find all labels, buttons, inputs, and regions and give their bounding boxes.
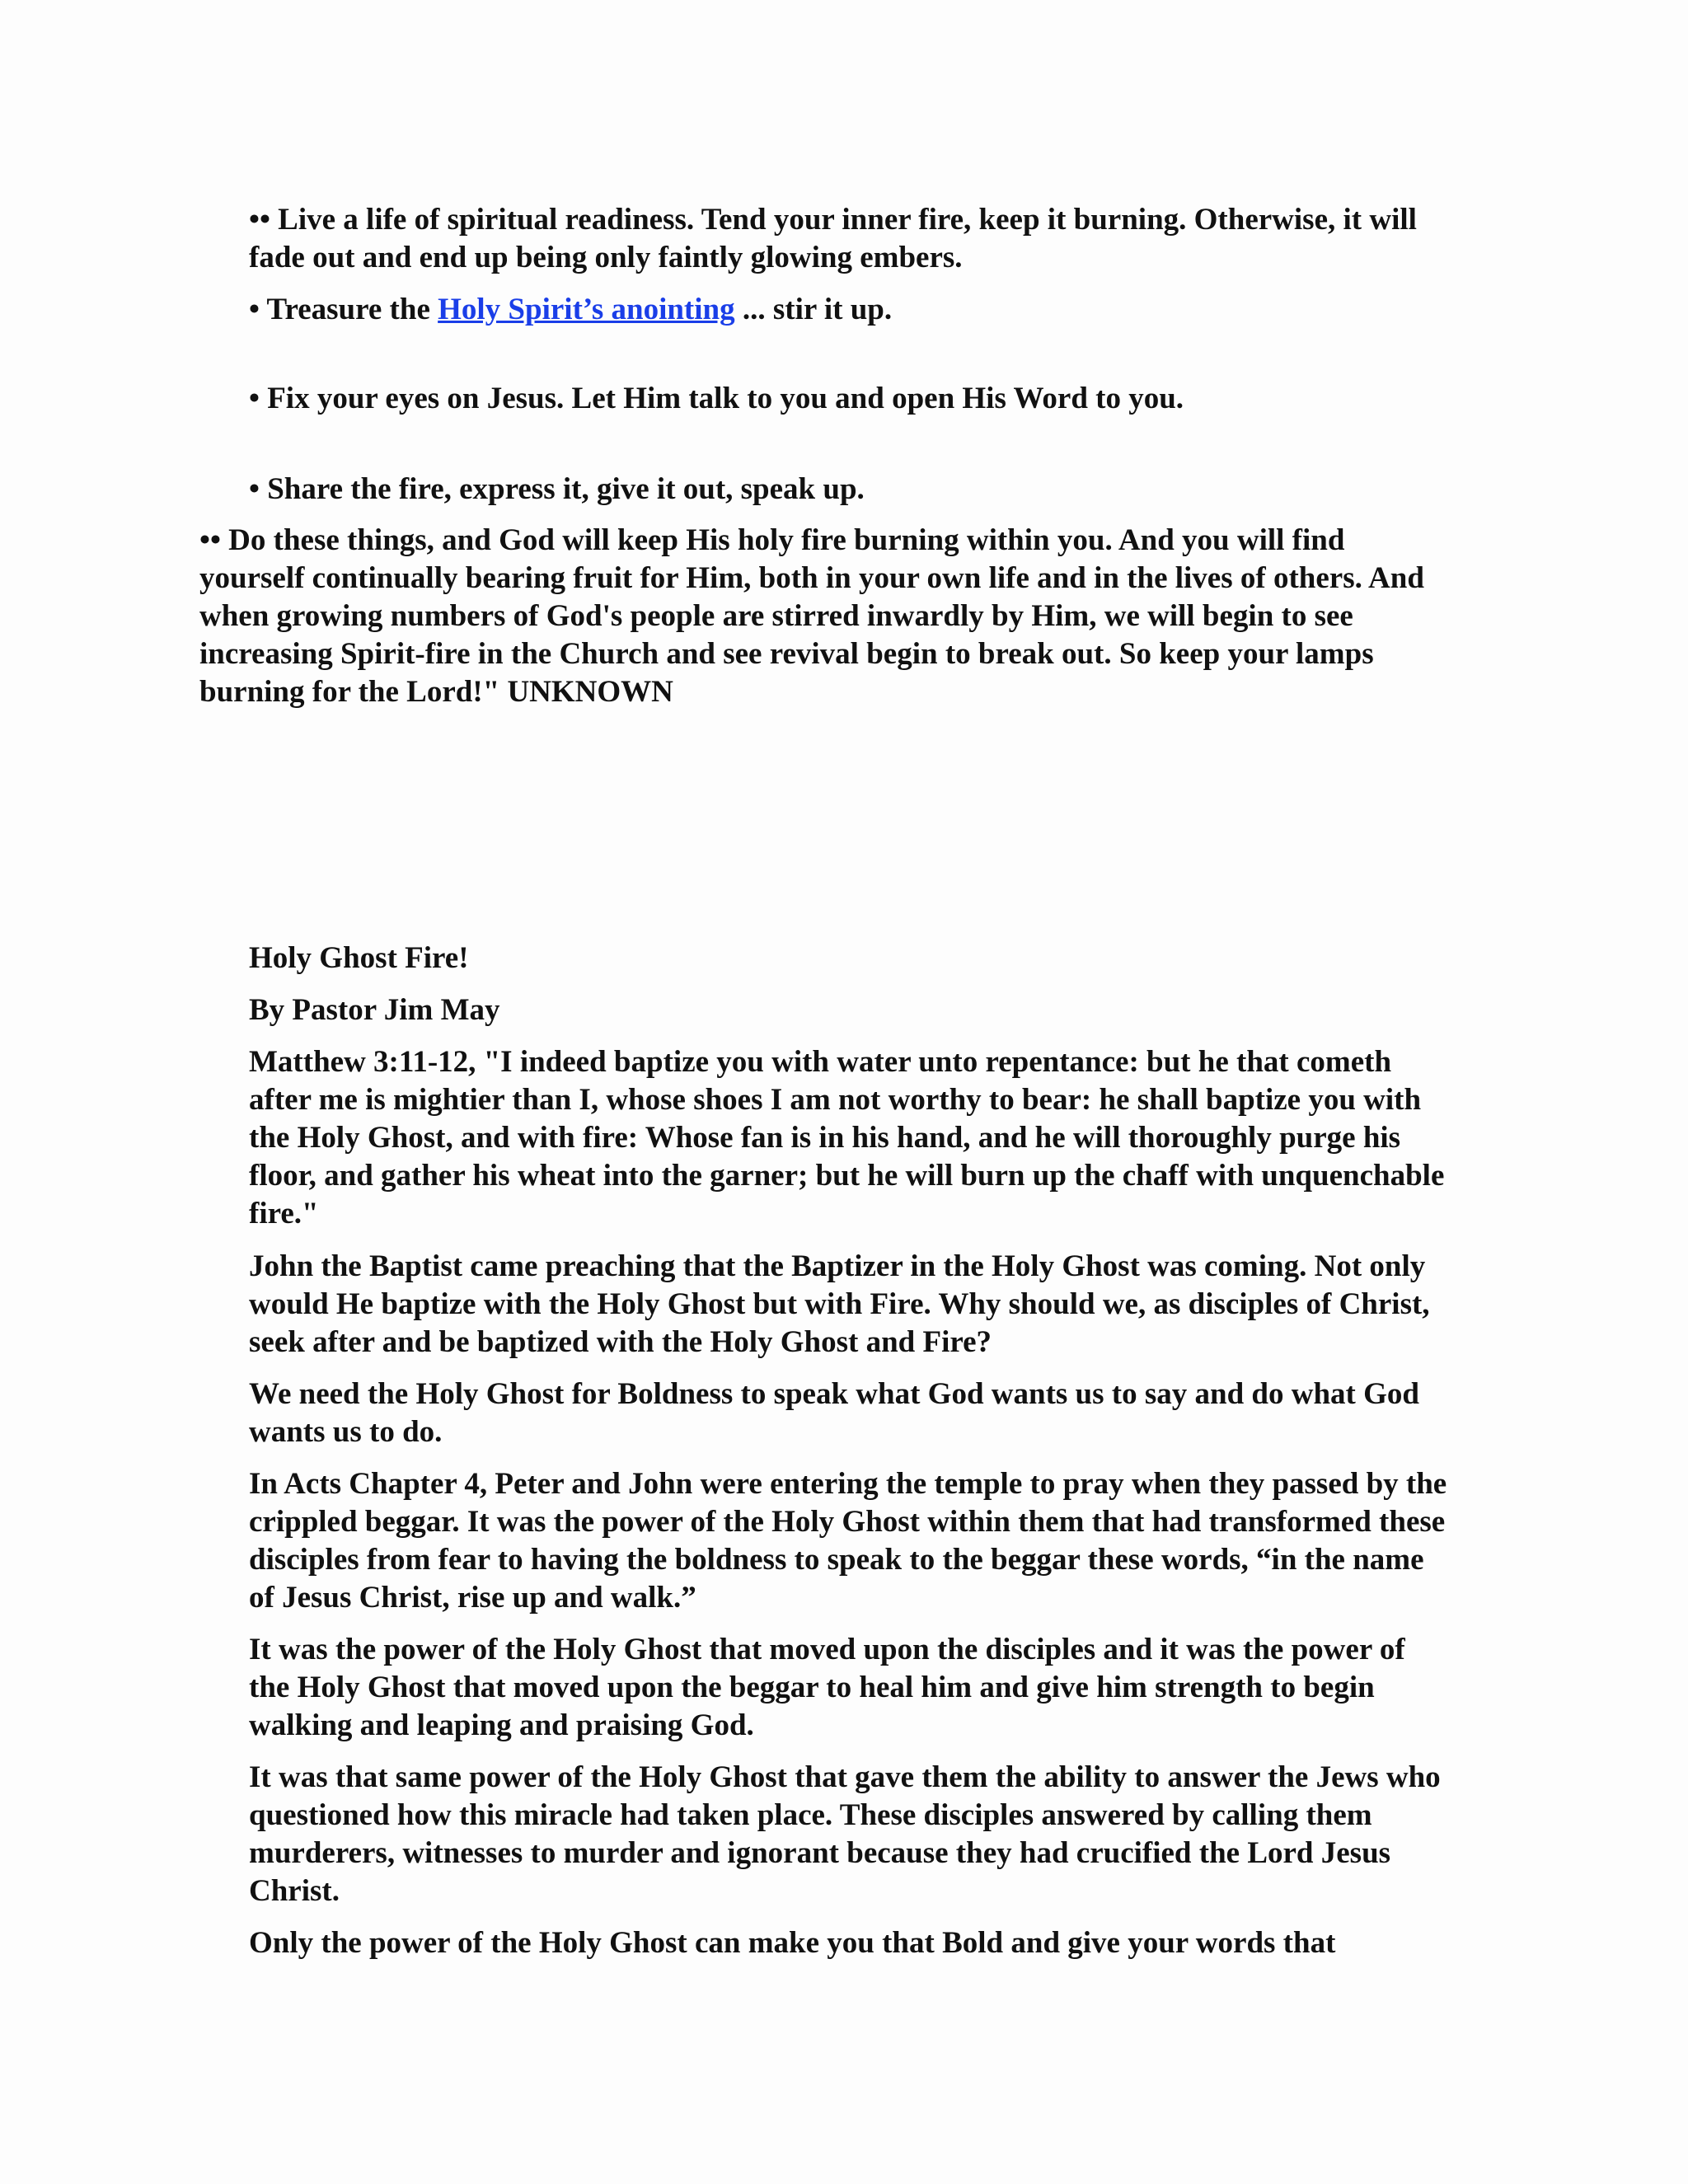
body-paragraph: John the Baptist came preaching that the Baptizer in the Holy Ghost was coming. Not only would He baptize with the Holy Ghost but with Fire. Why should we, as disciples of Christ, seek after and be baptized with the Holy Ghost and Fire? (249, 1249, 1430, 1359)
bullet-share: • Share the fire, express it, give it out, speak up. (249, 472, 865, 506)
bullet-fix-eyes: • Fix your eyes on Jesus. Let Him talk to you and open His Word to you. (249, 382, 1184, 415)
bullet-treasure-prefix: • Treasure the (249, 293, 438, 326)
body-paragraph: We need the Holy Ghost for Boldness to speak what God wants us to say and do what God wants us to do. (249, 1377, 1419, 1449)
bullet-treasure (249, 291, 1452, 329)
body-paragraph: In Acts Chapter 4, Peter and John were entering the temple to pray when they passed by the crippled beggar. It was the power of the Holy Ghost within them that had transformed these disciples from fear to having the boldness to speak to the beggar these words, “in the name of Jesus Christ, rise up and walk.” (249, 1467, 1447, 1615)
body-paragraph: It was that same power of the Holy Ghost that gave them the ability to answer the Jews who questioned how this miracle had taken place. These disciples answered by calling them murderers, witnesses to murder and ignorant because they had crucified the Lord Jesus Christ. (249, 1760, 1441, 1908)
body-paragraph: It was the power of the Holy Ghost that moved upon the disciples and it was the power of the Holy Ghost that moved upon the beggar to heal him and give him strength to begin walking and leaping and praising God. (249, 1633, 1405, 1742)
sermon-author: By Pastor Jim May (249, 993, 500, 1027)
holy-spirit-anointing-link[interactable]: Holy Spirit’s anointing (438, 293, 735, 326)
bullet-treasure-suffix: ... stir it up. (734, 293, 893, 326)
closing-paragraph: •• Do these things, and God will keep His holy fire burning within you. And you will find yourself continually bearing fruit for Him, both in your own life and in the lives of others. And when growing numbers of God's people are stirred inwardly by Him, we will begin to see increasing Spirit-fire in the Church and see revival begin to break out. So keep your lamps burning for the Lord!" UNKNOWN (199, 523, 1424, 709)
scripture-paragraph: Matthew 3:11-12, "I indeed baptize you with water unto repentance: but he that cometh after me is mightier than I, whose shoes I am not worthy to bear: he shall baptize you with the Holy Ghost, and with fire: Whose fan is in his hand, and he will thoroughly purge his floor, and gather his wheat into the garner; but he will burn up the chaff with unquenchable fire." (249, 1045, 1445, 1230)
body-paragraph: Only the power of the Holy Ghost can make you that Bold and give your words that (249, 1926, 1336, 1960)
sermon-title: Holy Ghost Fire! (249, 941, 469, 975)
bullet-readiness: •• Live a life of spiritual readiness. Tend your inner fire, keep it burning. Otherwise, it will fade out and end up being only faintly glowing embers. (249, 203, 1417, 274)
